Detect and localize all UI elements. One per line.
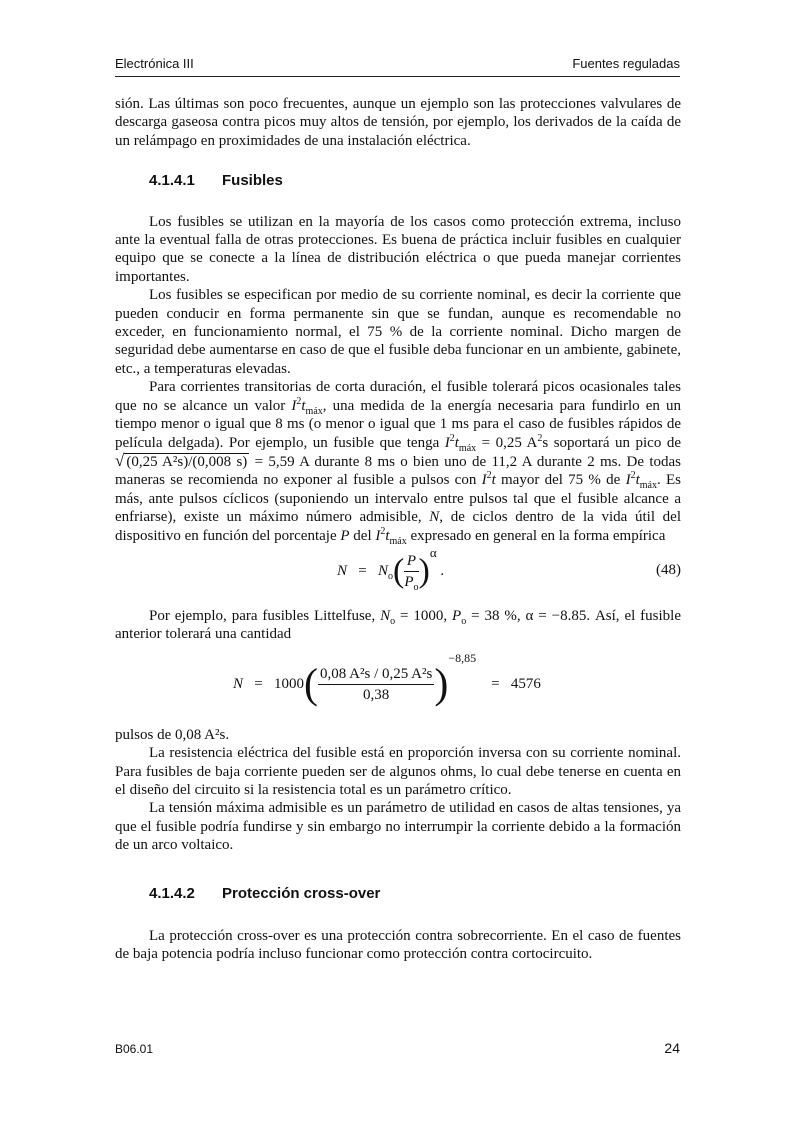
paragraph-transient: Para corrientes transitorias de corta duración, el fusible tolerará picos ocasionales tales que no se alcance un valor $I^2t_{máx}$, una medida de la energía necesaria para fundirlo en un tiempo menor o igual que 8 ms (o menor o igual que 1 ms para el caso de fusibles rápidos de película delgada). Por ejemplo, un fusible que tenga $I^2t_{máx} = 0,25$ $A^2s$ soportará un pico de √ (0,25 A²s)/(0,008 s) = 5,59 A durante 8 ms o bien uno de 11,2 A durante 2 ms. De todas maneras se recomienda no exponer al fusible a pulsos con $I^2t$ mayor del 75 % de $I^2t_{máx}$. Es más, ante pulsos cíclicos (suponiendo un intervalo entre pulsos tal que el fusible alcance a enfriarse), existe un máximo número admisible, N, de ciclos dentro de la vida útil del dispositivo en función del porcentaje P del $I^2t_{máx}$ expresado en general en la forma empírica (115, 379, 682, 547)
equation-number: (48) (656, 561, 681, 578)
page-body (115, 95, 681, 964)
paragraph-littelfuse: Por ejemplo, para fusibles Littelfuse, $N_o = 1000$, $P_o = 38$ %, α = −8.85. Así, el fusible anterior tolerará una cantidad (115, 607, 681, 643)
equation-48: N = $N_o$( $\frac{P}{P_o}$ )$^\alpha$ . (48) (337, 544, 681, 593)
paragraph: Los fusibles se utilizan en la mayoría de los casos como protección extrema, incluso ante la eventual falla de otras protecciones. Es buena de práctica incluir fusibles en cualquier equipo que se conecte a la línea de distribución eléctrica o que pueda manejar corrientes importantes. (115, 213, 681, 285)
sqrt-expression: (0,25 A²s)/(0,008 s) (126, 453, 248, 470)
paragraph: sión. Las últimas son poco frecuentes, aunque un ejemplo son las protecciones valvulares de descarga gaseosa contra picos muy altos de tensión, por ejemplo, los derivados de la caída de un relámpago en proximidades de una instalación eléctrica. (115, 96, 681, 149)
page-number: 24 (664, 1040, 680, 1056)
section-heading-cross-over: 4.1.4.2 Protección cross-over (149, 884, 381, 902)
header-left: Electrónica III (115, 56, 194, 71)
page-header (115, 56, 680, 77)
header-right: Fuentes reguladas (572, 56, 680, 71)
paragraph: pulsos de 0,08 A²s. (115, 726, 230, 743)
page-footer (115, 1040, 680, 1060)
equation-cycles: N = 1000( $\frac{\text{0,08 A²s / 0,25 A²s}}{0,38}$ )$^{-8,85}$ = 4576 (233, 650, 541, 708)
paragraph: La tensión máxima admisible es un parámetro de utilidad en casos de altas tensiones, ya que el fusible podría fundirse y sin embargo no interrumpir la corriente debido a la formación de un arco voltaico. (115, 800, 681, 854)
footer-code: B06.01 (115, 1042, 154, 1056)
section-heading-fusibles: 4.1.4.1 Fusibles (149, 172, 283, 190)
paragraph: Los fusibles se especifican por medio de su corriente nominal, es decir la corriente que pueden conducir en forma permanente sin que se fundan, aunque es recomendable no exceder, en funcionamiento normal, el 75 % de la corriente nominal. Dicho margen de seguridad debe aumentarse en caso de que el fusible deba funcionar en un ambiente, gabinete, etc., a temperaturas elevadas. (115, 287, 681, 377)
paragraph: La protección cross-over es una protección contra sobrecorriente. En el caso de fuentes de baja potencia podría incluso funcionar como protección contra cortocircuito. (115, 928, 681, 963)
paragraph: La resistencia eléctrica del fusible está en proporción inversa con su corriente nominal. Para fusibles de baja corriente pueden ser de algunos ohms, lo cual debe tenerse en cuenta en el diseño del circuito si la resistencia total es un parámetro crítico. (115, 745, 681, 798)
